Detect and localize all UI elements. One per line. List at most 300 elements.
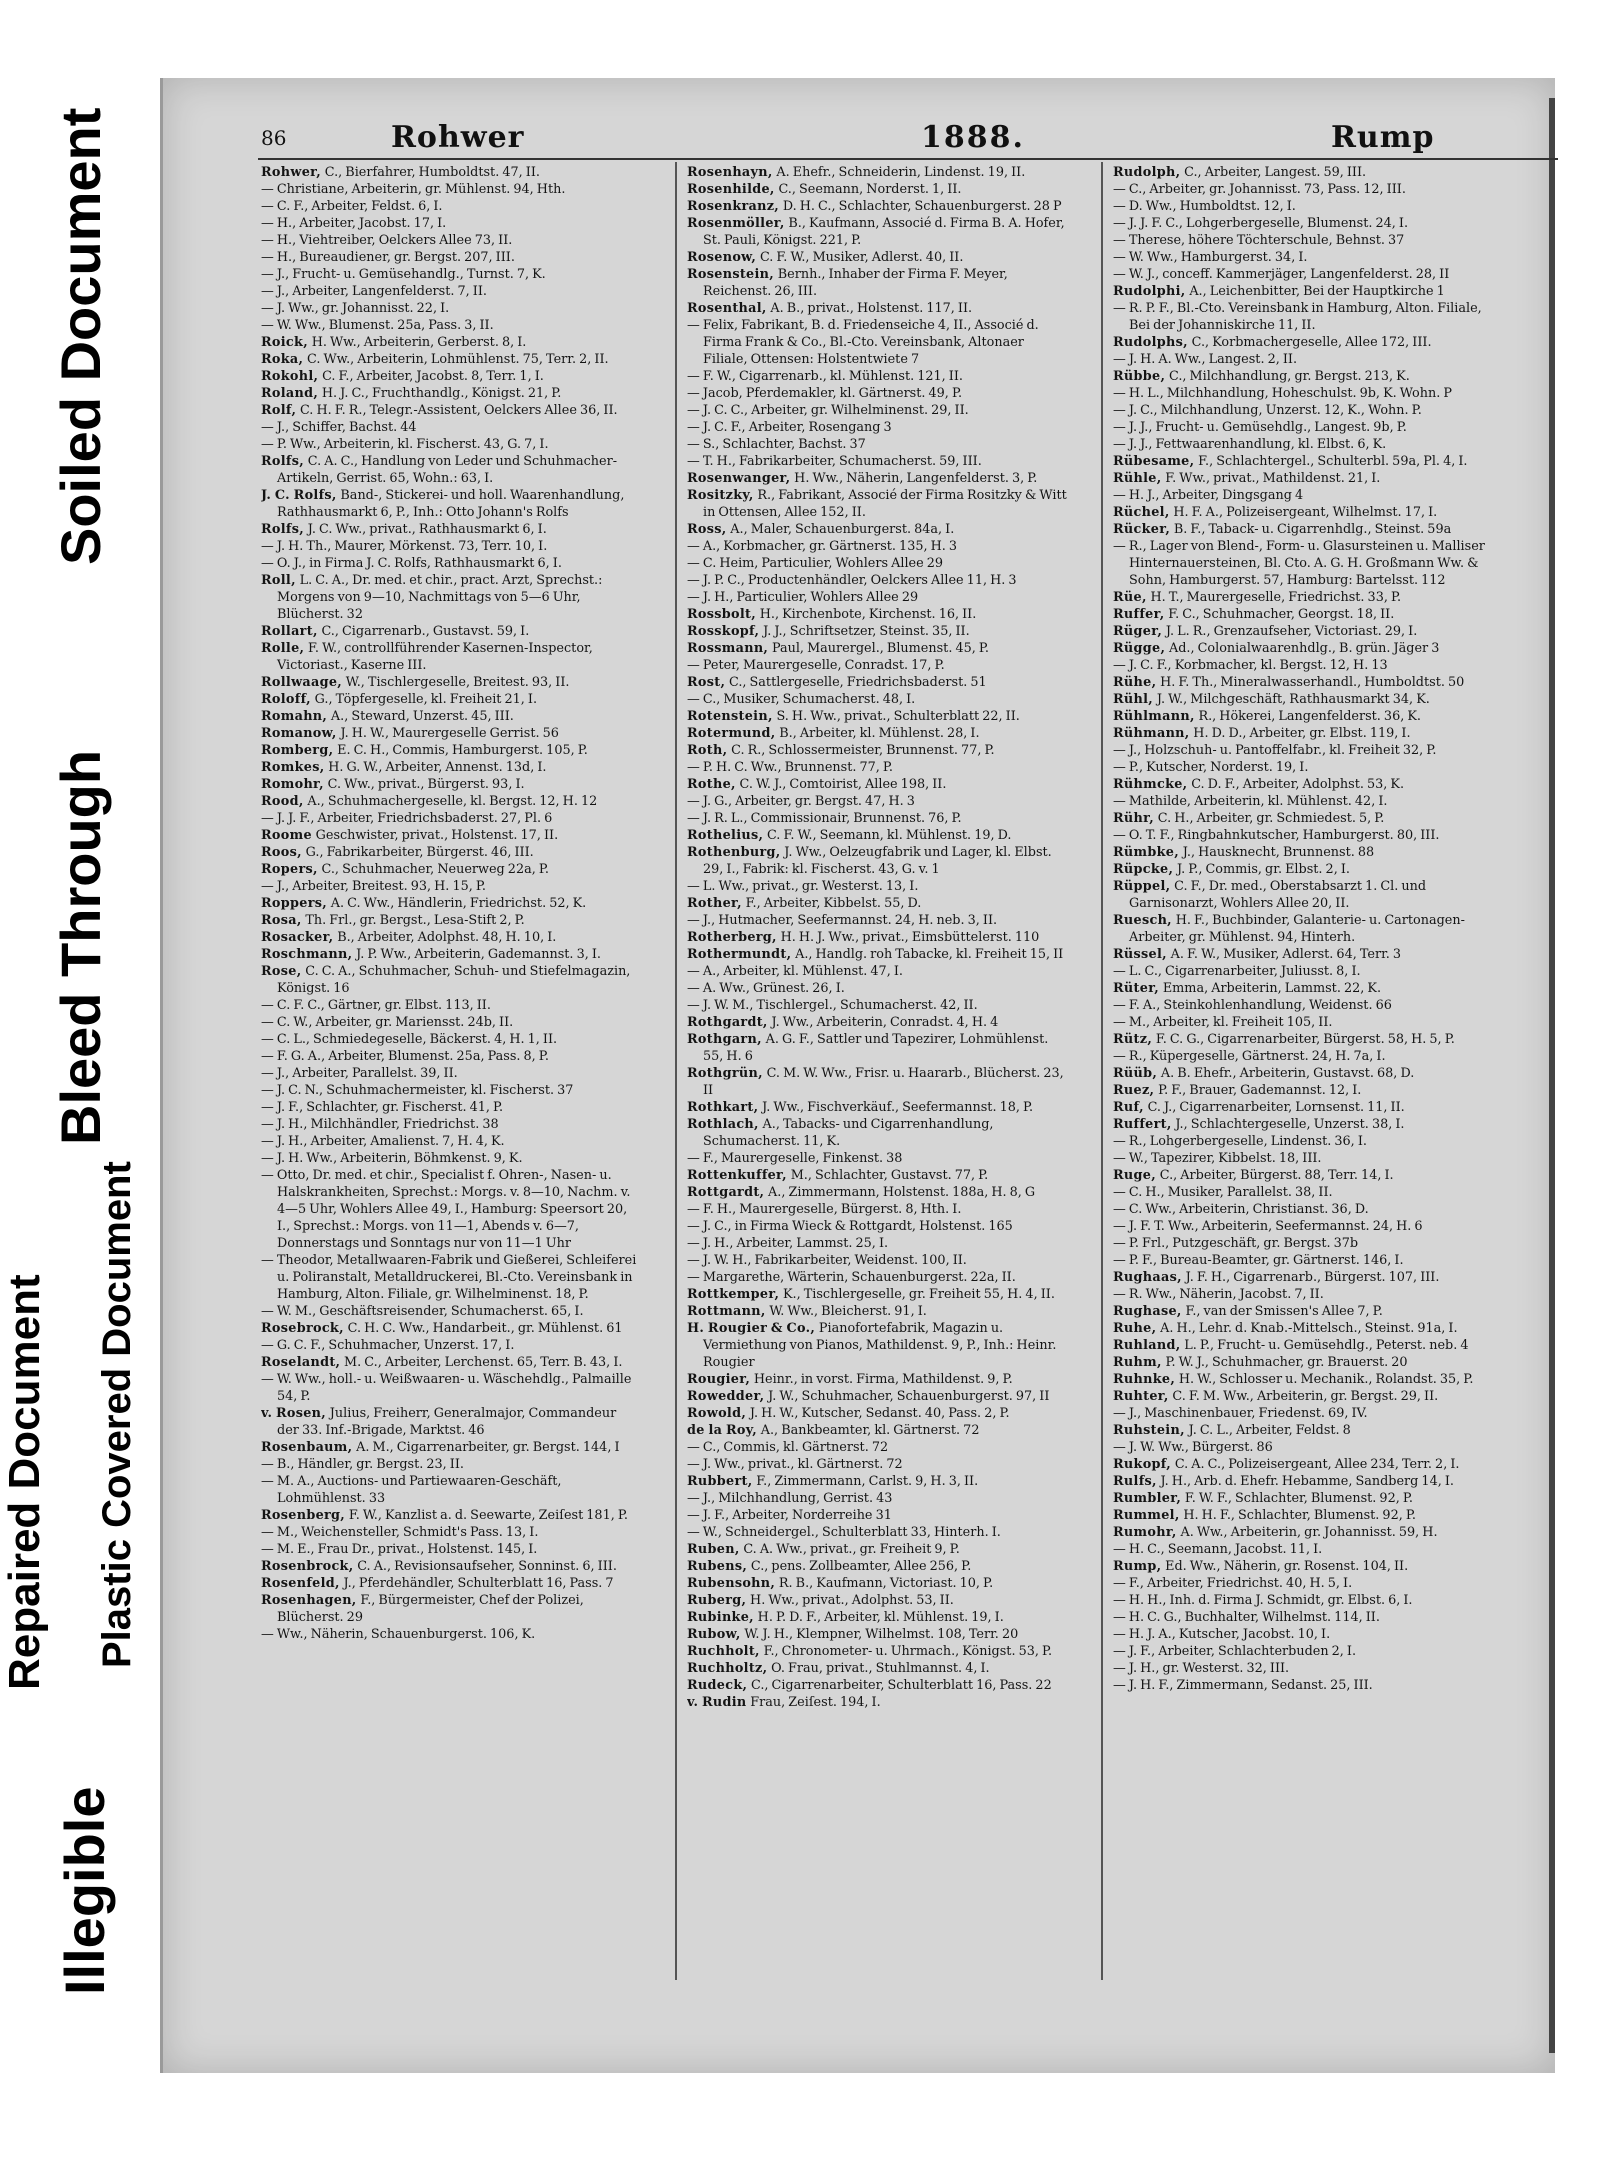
directory-entry <box>687 198 1067 215</box>
entry-surname: Rüpcke, <box>1113 862 1177 877</box>
entry-details: C., Arbeiter, Langest. 59, III. <box>1184 165 1367 180</box>
directory-entry <box>1113 1218 1493 1235</box>
entry-surname: Rübesame, <box>1113 454 1199 469</box>
directory-entry <box>687 1694 1067 1711</box>
entry-surname: Ruge, <box>1113 1168 1160 1183</box>
directory-entry <box>1113 640 1493 657</box>
directory-entry <box>687 640 1067 657</box>
entry-details: — C., Musiker, Schumacherst. 48, I. <box>687 692 916 707</box>
entry-surname: Rühle, <box>1113 471 1166 486</box>
entry-details: — P. F., Bureau-Beamter, gr. Gärtnerst. 146, I. <box>1113 1253 1404 1268</box>
directory-entry <box>261 895 641 912</box>
directory-entry <box>687 1303 1067 1320</box>
entry-surname: Ropers, <box>261 862 322 877</box>
directory-entry <box>1113 691 1493 708</box>
entry-details: — W., Schneidergel., Schulterblatt 33, Hinterh. I. <box>687 1525 1001 1540</box>
entry-details: P. W. J., Schuhmacher, gr. Brauerst. 20 <box>1165 1355 1408 1370</box>
entry-details: C. M. W. Ww., Frisr. u. Haararb., Blücherst. 23, II <box>703 1066 1064 1098</box>
entry-surname: Rositzky, <box>687 488 758 503</box>
entry-surname: Rukopf, <box>1113 1457 1175 1472</box>
entry-surname: Rollwaage, <box>261 675 346 690</box>
entry-details: — F., Maurergeselle, Finkenst. 38 <box>687 1151 903 1166</box>
entry-details: J. H. W., Maurergeselle Gerrist. 56 <box>340 726 559 741</box>
entry-details: A., Schuhmachergeselle, kl. Bergst. 12, H. 12 <box>307 794 598 809</box>
directory-entry <box>687 1405 1067 1422</box>
directory-entry <box>261 1558 641 1575</box>
entry-surname: v. Rudin <box>687 1695 751 1710</box>
entry-surname: Rüe, <box>1113 590 1151 605</box>
entry-surname: Rudeck, <box>687 1678 751 1693</box>
entry-surname: Rügge, <box>1113 641 1169 656</box>
entry-details: — R., Küpergeselle, Gärtnerst. 24, H. 7a, I. <box>1113 1049 1386 1064</box>
page-header <box>261 120 1600 156</box>
directory-entry <box>1113 1558 1493 1575</box>
directory-entry <box>687 1507 1067 1524</box>
entry-details: — P. Frl., Putzgeschäft, gr. Bergst. 37b <box>1113 1236 1359 1251</box>
entry-details: Paul, Maurergel., Blumenst. 45, P. <box>771 641 989 656</box>
entry-surname: Rotherberg, <box>687 930 781 945</box>
directory-entry <box>261 283 641 300</box>
entry-surname: Rossbolt, <box>687 607 760 622</box>
entry-details: C. H. F. R., Telegr.-Assistent, Oelckers Allee 36, II. <box>299 403 618 418</box>
directory-entry <box>1113 980 1493 997</box>
directory-entry <box>687 929 1067 946</box>
directory-entry <box>1113 164 1493 181</box>
entry-details: F., Chronometer- u. Uhrmach., Königst. 53, P. <box>763 1644 1053 1659</box>
directory-entry <box>261 1150 641 1167</box>
entry-details: A. Ww., Arbeiterin, gr. Johannisst. 59, H. <box>1180 1525 1438 1540</box>
entry-details: — J. H. A. Ww., Langest. 2, II. <box>1113 352 1298 367</box>
directory-entry <box>687 419 1067 436</box>
directory-entry <box>1113 1677 1493 1694</box>
directory-entry <box>261 878 641 895</box>
entry-details: C., Bierfahrer, Humboldtst. 47, II. <box>324 165 540 180</box>
label-bleed-through: Bleed Through <box>49 749 112 1145</box>
entry-surname: Ruhm, <box>1113 1355 1166 1370</box>
entry-surname: Rosskopf, <box>687 624 764 639</box>
directory-entry <box>687 708 1067 725</box>
entry-surname: Rudolph, <box>1113 165 1185 180</box>
entry-details: — M., Weichensteller, Schmidt's Pass. 13, I. <box>261 1525 539 1540</box>
directory-entry <box>261 759 641 776</box>
scan-condition-labels <box>0 0 160 2177</box>
entry-details: — F. G. A., Arbeiter, Blumenst. 25a, Pass. 8, P. <box>261 1049 549 1064</box>
entry-details: — F., Arbeiter, Friedrichst. 40, H. 5, I. <box>1113 1576 1353 1591</box>
directory-entry <box>261 1048 641 1065</box>
entry-details: H. Ww., privat., Adolphst. 53, II. <box>750 1593 954 1608</box>
directory-entry <box>687 385 1067 402</box>
directory-entry <box>261 946 641 963</box>
entry-surname: Rowold, <box>687 1406 750 1421</box>
directory-entry <box>687 589 1067 606</box>
entry-details: — J. C. F., Arbeiter, Rosengang 3 <box>687 420 892 435</box>
directory-entry <box>687 1252 1067 1269</box>
entry-details: — O. J., in Firma J. C. Rolfs, Rathhausmarkt 6, I. <box>261 556 562 571</box>
directory-entry <box>687 1388 1067 1405</box>
entry-surname: Rosenmöller, <box>687 216 789 231</box>
entry-surname: Ruf, <box>1113 1100 1148 1115</box>
entry-surname: Rüppel, <box>1113 879 1175 894</box>
entry-surname: Rücker, <box>1113 522 1174 537</box>
column-divider <box>675 162 677 1980</box>
directory-entry <box>261 1133 641 1150</box>
entry-details: H. Ww., Näherin, Langenfelderst. 3, P. <box>794 471 1038 486</box>
entry-surname: Roos, <box>261 845 306 860</box>
directory-entry <box>1113 1592 1493 1609</box>
directory-entry <box>1113 1660 1493 1677</box>
entry-details: — C. Ww., Arbeiterin, Christianst. 36, D. <box>1113 1202 1369 1217</box>
entry-surname: Rosenkranz, <box>687 199 783 214</box>
directory-entry <box>261 793 641 810</box>
entry-details: C., Milchhandlung, gr. Bergst. 213, K. <box>1169 369 1410 384</box>
entry-surname: Romahn, <box>261 709 331 724</box>
entry-surname: Roppers, <box>261 896 331 911</box>
entry-details: C. R., Schlossermeister, Brunnenst. 77, P. <box>731 743 995 758</box>
entry-details: W. Ww., Bleicherst. 91, I. <box>769 1304 927 1319</box>
entry-surname: Rotermund, <box>687 726 780 741</box>
entry-details: R. B., Kaufmann, Victoriast. 10, P. <box>778 1576 994 1591</box>
entry-details: A., Tabacks- und Cigarrenhandlung, Schumacherst. 11, K. <box>703 1117 994 1149</box>
entry-details: Th. Frl., gr. Bergst., Lesa-Stift 2, P. <box>305 913 525 928</box>
entry-details: — F. H., Maurergeselle, Bürgerst. 8, Hth. I. <box>687 1202 962 1217</box>
directory-entry <box>687 1473 1067 1490</box>
entry-surname: Rosenwanger, <box>687 471 795 486</box>
directory-entry <box>261 1337 641 1354</box>
directory-entry <box>1113 1252 1493 1269</box>
entry-details: — J. C., in Firma Wieck & Rottgardt, Holstenst. 165 <box>687 1219 1013 1234</box>
entry-details: H. D. D., Arbeiter, gr. Elbst. 119, I. <box>1193 726 1411 741</box>
entry-details: C. Ww., privat., Bürgerst. 93, I. <box>327 777 525 792</box>
entry-details: F., Schlachtergel., Schulterbl. 59a, Pl. 4, I. <box>1198 454 1468 469</box>
directory-entry <box>687 1541 1067 1558</box>
directory-entry <box>1113 1575 1493 1592</box>
entry-details: — J., Arbeiter, Parallelst. 39, II. <box>261 1066 458 1081</box>
directory-entry <box>1113 946 1493 963</box>
directory-page <box>160 78 1555 2073</box>
entry-details: — A., Korbmacher, gr. Gärtnerst. 135, H. 3 <box>687 539 958 554</box>
entry-surname: Rütz, <box>1113 1032 1156 1047</box>
directory-entry <box>261 419 641 436</box>
entry-details: — C. F. C., Gärtner, gr. Elbst. 113, II. <box>261 998 491 1013</box>
directory-entry <box>687 657 1067 674</box>
directory-entry <box>687 181 1067 198</box>
entry-details: K., Tischlergeselle, gr. Freiheit 55, H. 4, II. <box>782 1287 1055 1302</box>
label-repaired-document: Repaired Document <box>0 1274 49 1690</box>
entry-details: B., Arbeiter, kl. Mühlenst. 28, I. <box>779 726 980 741</box>
entry-details: J. Ww., Fischverkäuf., Seefermannst. 18, P. <box>762 1100 1034 1115</box>
entry-surname: Rottenkuffer, <box>687 1168 791 1183</box>
entry-details: F., van der Smissen's Allee 7, P. <box>1185 1304 1383 1319</box>
entry-details: A. M., Cigarrenarbeiter, gr. Bergst. 144, I <box>356 1440 620 1455</box>
entry-details: — J., Frucht- u. Gemüsehandlg., Turnst. 7, K. <box>261 267 546 282</box>
entry-surname: Rosenfeld, <box>261 1576 344 1591</box>
entry-surname: Rudolphi, <box>1113 284 1190 299</box>
directory-entry <box>687 1643 1067 1660</box>
entry-surname: Rotenstein, <box>687 709 777 724</box>
directory-entry <box>1113 1082 1493 1099</box>
entry-surname: Ruhter, <box>1113 1389 1173 1404</box>
entry-surname: H. Rougier & Co., <box>687 1321 819 1336</box>
entry-surname: Rollart, <box>261 624 322 639</box>
entry-details: — C. L., Schmiedegeselle, Bäckerst. 4, H. 1, II. <box>261 1032 558 1047</box>
entry-details: B., Kaufmann, Associé d. Firma B. A. Hofer, St. Pauli, Königst. 221, P. <box>703 216 1065 248</box>
directory-entry <box>1113 708 1493 725</box>
directory-entry <box>687 215 1067 249</box>
directory-entry <box>687 1014 1067 1031</box>
entry-details: Ad., Colonialwaarenhdlg., B. grün. Jäger 3 <box>1169 641 1440 656</box>
label-illegible: Illegible <box>53 1786 116 1995</box>
directory-entry <box>1113 912 1493 946</box>
entry-details: — J., Schiffer, Bachst. 44 <box>261 420 417 435</box>
directory-entry <box>687 1371 1067 1388</box>
entry-surname: Ruberg, <box>687 1593 751 1608</box>
directory-entry <box>1113 1473 1493 1490</box>
directory-entry <box>261 1592 641 1626</box>
entry-details: C. F., Dr. med., Oberstabsarzt 1. Cl. und Garnisonarzt, Wohlers Allee 20, II. <box>1129 879 1427 911</box>
entry-details: C. D. F., Arbeiter, Adolphst. 53, K. <box>1191 777 1405 792</box>
entry-surname: Rughase, <box>1113 1304 1186 1319</box>
directory-entry <box>1113 1235 1493 1252</box>
directory-entry <box>687 1524 1067 1541</box>
directory-entry <box>1113 1286 1493 1303</box>
entry-details: — W. Ww., Hamburgerst. 34, I. <box>1113 250 1308 265</box>
entry-details: — H., Arbeiter, Jacobst. 17, I. <box>261 216 447 231</box>
entry-details: — Therese, höhere Töchterschule, Behnst. 37 <box>1113 233 1405 248</box>
directory-entry <box>261 674 641 691</box>
entry-surname: Rolfs, <box>261 454 308 469</box>
directory-entry <box>687 1099 1067 1116</box>
directory-entry <box>261 1303 641 1320</box>
directory-entry <box>1113 181 1493 198</box>
entry-details: H. G. W., Arbeiter, Annenst. 13d, I. <box>328 760 547 775</box>
entry-surname: Ruchholtz, <box>687 1661 772 1676</box>
directory-entry <box>687 1422 1067 1439</box>
entry-details: J., Schlachtergeselle, Unzerst. 38, I. <box>1175 1117 1405 1132</box>
directory-entry <box>261 1507 641 1524</box>
directory-entry <box>261 402 641 419</box>
entry-details: — J. H., Arbeiter, Lammst. 25, I. <box>687 1236 889 1251</box>
entry-surname: Rubinke, <box>687 1610 758 1625</box>
directory-entry <box>687 1558 1067 1575</box>
entry-details: A., Maler, Schauenburgerst. 84a, I. <box>730 522 955 537</box>
entry-details: — J., Arbeiter, Langenfelderst. 7, II. <box>261 284 487 299</box>
directory-entry <box>687 1490 1067 1507</box>
entry-details: F. W. F., Schlachter, Blumenst. 92, P. <box>1184 1491 1413 1506</box>
directory-entry <box>261 368 641 385</box>
directory-entry <box>1113 1609 1493 1626</box>
directory-entry <box>261 215 641 232</box>
entry-details: C. H. C. Ww., Handarbeit., gr. Mühlenst. 61 <box>347 1321 623 1336</box>
entry-details: — J. C. C., Arbeiter, gr. Wilhelminenst. 29, II. <box>687 403 969 418</box>
directory-entry <box>687 623 1067 640</box>
entry-details: Ed. Ww., Näherin, gr. Rosenst. 104, II. <box>1165 1559 1409 1574</box>
entry-details: — B., Händler, gr. Bergst. 23, II. <box>261 1457 464 1472</box>
directory-entry <box>261 810 641 827</box>
directory-entry <box>687 1626 1067 1643</box>
entry-details: C., pens. Zollbeamter, Allee 256, P. <box>750 1559 972 1574</box>
entry-details: A. C. Ww., Händlerin, Friedrichst. 52, K. <box>330 896 587 911</box>
entry-details: — J. C., Milchhandlung, Unzerst. 12, K., Wohn. P. <box>1113 403 1422 418</box>
directory-entry <box>687 1235 1067 1252</box>
column-2 <box>687 164 1067 1974</box>
directory-entry <box>1113 1201 1493 1218</box>
directory-entry <box>261 861 641 878</box>
directory-entry <box>1113 1133 1493 1150</box>
directory-entry <box>261 827 641 844</box>
directory-entry <box>261 1541 641 1558</box>
entry-details: H., Kirchenbote, Kirchenst. 16, II. <box>759 607 977 622</box>
directory-entry <box>261 963 641 997</box>
entry-surname: Rosebrock, <box>261 1321 348 1336</box>
directory-entry <box>1113 759 1493 776</box>
entry-details: C. H., Arbeiter, gr. Schmiedest. 5, P. <box>1157 811 1385 826</box>
entry-details: — J. F., Arbeiter, Schlachterbuden 2, I. <box>1113 1644 1357 1659</box>
directory-entry <box>1113 810 1493 827</box>
entry-surname: Roka, <box>261 352 308 367</box>
directory-entry <box>1113 606 1493 623</box>
directory-entry <box>1113 453 1493 470</box>
directory-entry <box>1113 1099 1493 1116</box>
directory-entry <box>261 1439 641 1456</box>
entry-details: — C. W., Arbeiter, gr. Mariensst. 24b, II. <box>261 1015 514 1030</box>
entry-details: — J., Holzschuh- u. Pantoffelfabr., kl. Freiheit 32, P. <box>1113 743 1437 758</box>
directory-entry <box>687 538 1067 555</box>
entry-details: F., Zimmermann, Carlst. 9, H. 3, II. <box>756 1474 979 1489</box>
directory-entry <box>261 1320 641 1337</box>
directory-entry <box>687 164 1067 181</box>
entry-details: R., Fabrikant, Associé der Firma Rositzky & Witt in Ottensen, Allee 152, II. <box>703 488 1067 520</box>
directory-entry <box>687 317 1067 368</box>
directory-entry <box>1113 1371 1493 1388</box>
entry-surname: Ruhstein, <box>1113 1423 1189 1438</box>
entry-details: — M. A., Auctions- und Partiewaaren-Geschäft, Lohmühlenst. 33 <box>261 1474 562 1506</box>
running-head-left: Rohwer <box>391 120 525 155</box>
directory-entry <box>261 266 641 283</box>
entry-details: C. J., Cigarrenarbeiter, Lornsenst. 11, II. <box>1147 1100 1405 1115</box>
entry-details: A., Bankbeamter, kl. Gärtnerst. 72 <box>760 1423 980 1438</box>
entry-surname: Rulfs, <box>1113 1474 1161 1489</box>
directory-entry <box>261 1252 641 1303</box>
entry-details: — J. J. F., Arbeiter, Friedrichsbaderst. 27, Pl. 6 <box>261 811 553 826</box>
directory-entry <box>687 266 1067 300</box>
entry-details: — W., Tapezirer, Kibbelst. 18, III. <box>1113 1151 1322 1166</box>
entry-details: F. Ww., privat., Mathildenst. 21, I. <box>1165 471 1381 486</box>
entry-details: — W. M., Geschäftsreisender, Schumacherst. 65, I. <box>261 1304 584 1319</box>
entry-surname: Rottmann, <box>687 1304 770 1319</box>
directory-entry <box>1113 742 1493 759</box>
directory-entry <box>687 555 1067 572</box>
directory-entry <box>1113 1541 1493 1558</box>
directory-entry <box>687 606 1067 623</box>
directory-entry <box>261 929 641 946</box>
entry-details: — J., Maschinenbauer, Friedenst. 69, IV. <box>1113 1406 1368 1421</box>
entry-surname: Rosenbaum, <box>261 1440 357 1455</box>
entry-surname: Rumbler, <box>1113 1491 1185 1506</box>
entry-details: F. W., controllführender Kasernen-Inspector, Victoriast., Kaserne III. <box>277 641 593 673</box>
directory-entry <box>261 691 641 708</box>
entry-surname: Rost, <box>687 675 729 690</box>
entry-surname: Roth, <box>687 743 732 758</box>
directory-entry <box>261 453 641 487</box>
entry-details: H. F. A., Polizeisergeant, Wilhelmst. 17, I. <box>1173 505 1438 520</box>
entry-details: C., Schuhmacher, Neuerweg 22a, P. <box>321 862 549 877</box>
directory-entry <box>687 725 1067 742</box>
directory-entry <box>687 1269 1067 1286</box>
entry-surname: Rokohl, <box>261 369 323 384</box>
entry-details: — R., Lager von Blend-, Form- u. Glasursteinen u. Malliser Hinternauersteinen, Bl. Cto. A. G. H. Großmann Ww. & Sohn, Hamburgerst. 57, Hamburg: Bartelsst. 112 <box>1113 539 1485 588</box>
entry-details: Geschwister, privat., Holstenst. 17, II. <box>315 828 559 843</box>
entry-surname: Roschmann, <box>261 947 357 962</box>
directory-entry <box>687 300 1067 317</box>
entry-surname: Rühr, <box>1113 811 1158 826</box>
entry-surname: Roselandt, <box>261 1355 345 1370</box>
directory-entry <box>261 317 641 334</box>
entry-surname: J. C. Rolfs, <box>261 488 341 503</box>
entry-details: Heinr., in vorst. Firma, Mathildenst. 9, P. <box>753 1372 1013 1387</box>
entry-details: — Otto, Dr. med. et chir., Specialist f. Ohren-, Nasen- u. Halskrankheiten, Sprechst.: Morgs. v. 8—10, Nachm. v. 4—5 Uhr, Wohlers Allee 49, I., Hamburg: Speersort 20, I., Sprechst.: Morgs. von 11—1, Abends v. 6—7, Donnerstags und Sonntags nur von 11—1 Uhr <box>261 1168 631 1251</box>
directory-entry <box>687 1677 1067 1694</box>
entry-details: — H. J. A., Kutscher, Jacobst. 10, I. <box>1113 1627 1331 1642</box>
directory-entry <box>1113 963 1493 980</box>
entry-details: C. F., Arbeiter, Jacobst. 8, Terr. 1, I. <box>322 369 544 384</box>
directory-entry <box>687 1167 1067 1184</box>
directory-entry <box>261 844 641 861</box>
directory-entry <box>1113 1490 1493 1507</box>
entry-surname: Rothgrün, <box>687 1066 767 1081</box>
entry-details: J., Hausknecht, Brunnenst. 88 <box>1182 845 1375 860</box>
directory-entry <box>1113 385 1493 402</box>
entry-details: — J., Hutmacher, Seefermannst. 24, H. neb. 3, II. <box>687 913 998 928</box>
entry-surname: Ruffer, <box>1113 607 1169 622</box>
directory-entry <box>261 232 641 249</box>
directory-entry <box>1113 1320 1493 1337</box>
entry-surname: Ruffert, <box>1113 1117 1176 1132</box>
directory-entry <box>687 572 1067 589</box>
entry-details: A. B., privat., Holstenst. 117, II. <box>770 301 973 316</box>
page-edge-shadow <box>1549 98 1555 2053</box>
entry-details: F. C. G., Cigarrenarbeiter, Bürgerst. 58, H. 5, P. <box>1155 1032 1455 1047</box>
entry-details: — Mathilde, Arbeiterin, kl. Mühlenst. 42, I. <box>1113 794 1388 809</box>
directory-entry <box>261 385 641 402</box>
entry-details: — J. J., Frucht- u. Gemüsehdlg., Langest. 9b, P. <box>1113 420 1407 435</box>
entry-surname: Ruhland, <box>1113 1338 1185 1353</box>
directory-entry <box>1113 1388 1493 1405</box>
entry-surname: Rughaas, <box>1113 1270 1186 1285</box>
entry-details: A., Leichenbitter, Bei der Hauptkirche 1 <box>1189 284 1445 299</box>
entry-surname: Rubbert, <box>687 1474 757 1489</box>
entry-details: — Peter, Maurergeselle, Conradst. 17, P. <box>687 658 945 673</box>
entry-surname: Roome <box>261 828 316 843</box>
entry-surname: Rühmann, <box>1113 726 1194 741</box>
directory-entry <box>687 912 1067 929</box>
directory-entry <box>1113 538 1493 589</box>
entry-details: J. C. Ww., privat., Rathhausmarkt 6, I. <box>307 522 547 537</box>
directory-entry <box>261 572 641 623</box>
page-number: 86 <box>261 126 287 150</box>
directory-entry <box>687 436 1067 453</box>
directory-entry <box>261 725 641 742</box>
directory-entry <box>261 1405 641 1439</box>
entry-surname: Rühlmann, <box>1113 709 1199 724</box>
entry-details: — J. H., gr. Westerst. 32, III. <box>1113 1661 1290 1676</box>
directory-entry <box>261 487 641 521</box>
directory-entry <box>1113 470 1493 487</box>
directory-entry <box>261 1065 641 1082</box>
running-head-year: 1888. <box>921 120 1025 155</box>
directory-entry <box>1113 368 1493 385</box>
directory-entry <box>1113 793 1493 810</box>
entry-details: — J. W. Ww., Bürgerst. 86 <box>1113 1440 1273 1455</box>
